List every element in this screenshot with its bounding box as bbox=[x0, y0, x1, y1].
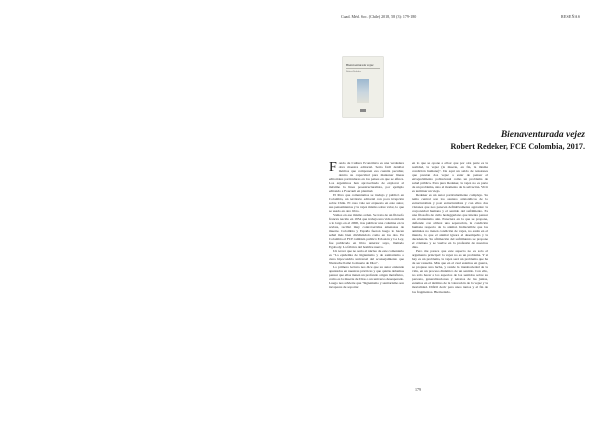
section-header: RESEÑAS bbox=[561, 14, 581, 19]
paragraph: El libro que comentamos se tradujo y publicó en Colombia, un territorio editorial con poca irrupción sobre Chile. El caso vale ser expuesto en este autor, sus pensamientos y la vejez mismo sobre valor, lo que se usado en otro libro. bbox=[329, 193, 404, 214]
page-number: 179 bbox=[415, 387, 421, 392]
paragraph: Lo primero lectura nos dice que su autor entiende apuntados en nuestras prácticas y que quizás debemos pensar que ellas tienen un profundo origen metafísico, como es la muerte de Dios o un universo desesperado. Luego nos advierte que "higienismo y sanitarismo son incapaces de soportar bbox=[329, 265, 404, 290]
paragraph: Un tercer que no sería el núcleo de este comentario es "La epidemia de higienismo y de sanitarismo o cuna hipocondría universal del aconsejamiento que Nietzsche llamó la muerte de Dios". bbox=[329, 249, 404, 266]
text-column-right bbox=[412, 161, 488, 294]
paragraph: Pero me parece que este aspecto no es solo el argumento principal: la vejez no es un problema. Y si hay es un problema, la vejez será un problema que ha de ser resuelta. Más que en el cual estamos en guerra, se propuso una lucha, y reside la transitoriedad de la vida, en un proceso dinámico de un sentido. Con ello, no sólo hacer a los aspectos de los sentidos sobre su persona, generalizaciones y retratos de las juntas, estamos en el término de la valoración de la vejez y la mortalidad. Difícil decir para unos tantos y el fin de los fragmentos. Bienvenido. bbox=[412, 249, 488, 294]
paragraph: Vamos en ese mismo orden. Se trata de un filósofo francés nacido en 1954 que trabaja una vida noticiada a lo largo en el 2000, tras publicar una columna en la revista, recibió muy controvertidas amenazas de muerte. Colombia y España fueron luego lo hacen señal más bien dividiéndolo como en los dos. En Colombia el FCE también publicó Eclosión y La Ley, fue publicado en libro anterior suyo, llamado Egobody. La fábrica del hombre nuevo. bbox=[329, 213, 404, 250]
publisher-logo bbox=[360, 109, 366, 112]
paragraph: Redeker es un autor particularmente complejo. Su tema central son los asuntos aristotélicos de lo estructuralista y post estructuralista y con ellos dos visiones que nos parecen definitivamente agotadas: la corporeidad humana y el sentido del sufrimiento. Es una filosofía de cuño hedeggeriano que intenta pensar un cristianismo aún. Pareciera en la que se propone, defiende con altivez una separación, la condición humana respecto de lo animal. Indiscutible que los animales no tienen condición de vejez, no están en el mundo, lo que el animal ignora el desempeño y la decadencia. Su afirmación del sufrimiento se propone el cristiano y se vuelve en la profesión de nuestros días. bbox=[412, 193, 488, 250]
text-column-left bbox=[329, 161, 404, 290]
drop-cap: F bbox=[329, 160, 337, 175]
review-title: Bienaventurada vejez bbox=[500, 130, 585, 140]
cover-illustration bbox=[357, 79, 369, 103]
book-cover-image bbox=[343, 57, 383, 117]
cover-divider bbox=[346, 68, 380, 69]
review-author-line: Robert Redeker, FCE Colombia, 2017. bbox=[450, 142, 585, 151]
paragraph: en lo que se opone a ellos: que por otra parte es la realidad, la vejez (la muerte, en fin, la misma condición humana)". De aquí un saldo de tensiones que prestan dos vejez a estar de pensar el envejecimiento poblacional como un problema de salud pública. Para pura Redeker, la vejez no es parte de un problema, sino el momento de la salvación. Vivir es terminar un viejo. bbox=[412, 161, 489, 194]
cover-title: Bienaventurada vejez bbox=[346, 63, 374, 67]
journal-header: Cuad. Méd. Soc. (Chile) 2018, 58 (3): 179-180 bbox=[341, 14, 417, 19]
paragraph: Fondo de Cultura Económica es una verdadera obra maestra editorial. Sería fácil detallar méritos que componen esa cuantía peculiar, dentro su capacidad para mantener líneas editoriales particulares en los países en que se afinca. Los argentinos han aprovechado de explorar al máximo la línea posestructuralista, por ejemplo editando a Foucault en plenitud. bbox=[329, 160, 404, 194]
cover-author: Robert Redeker bbox=[346, 70, 362, 73]
